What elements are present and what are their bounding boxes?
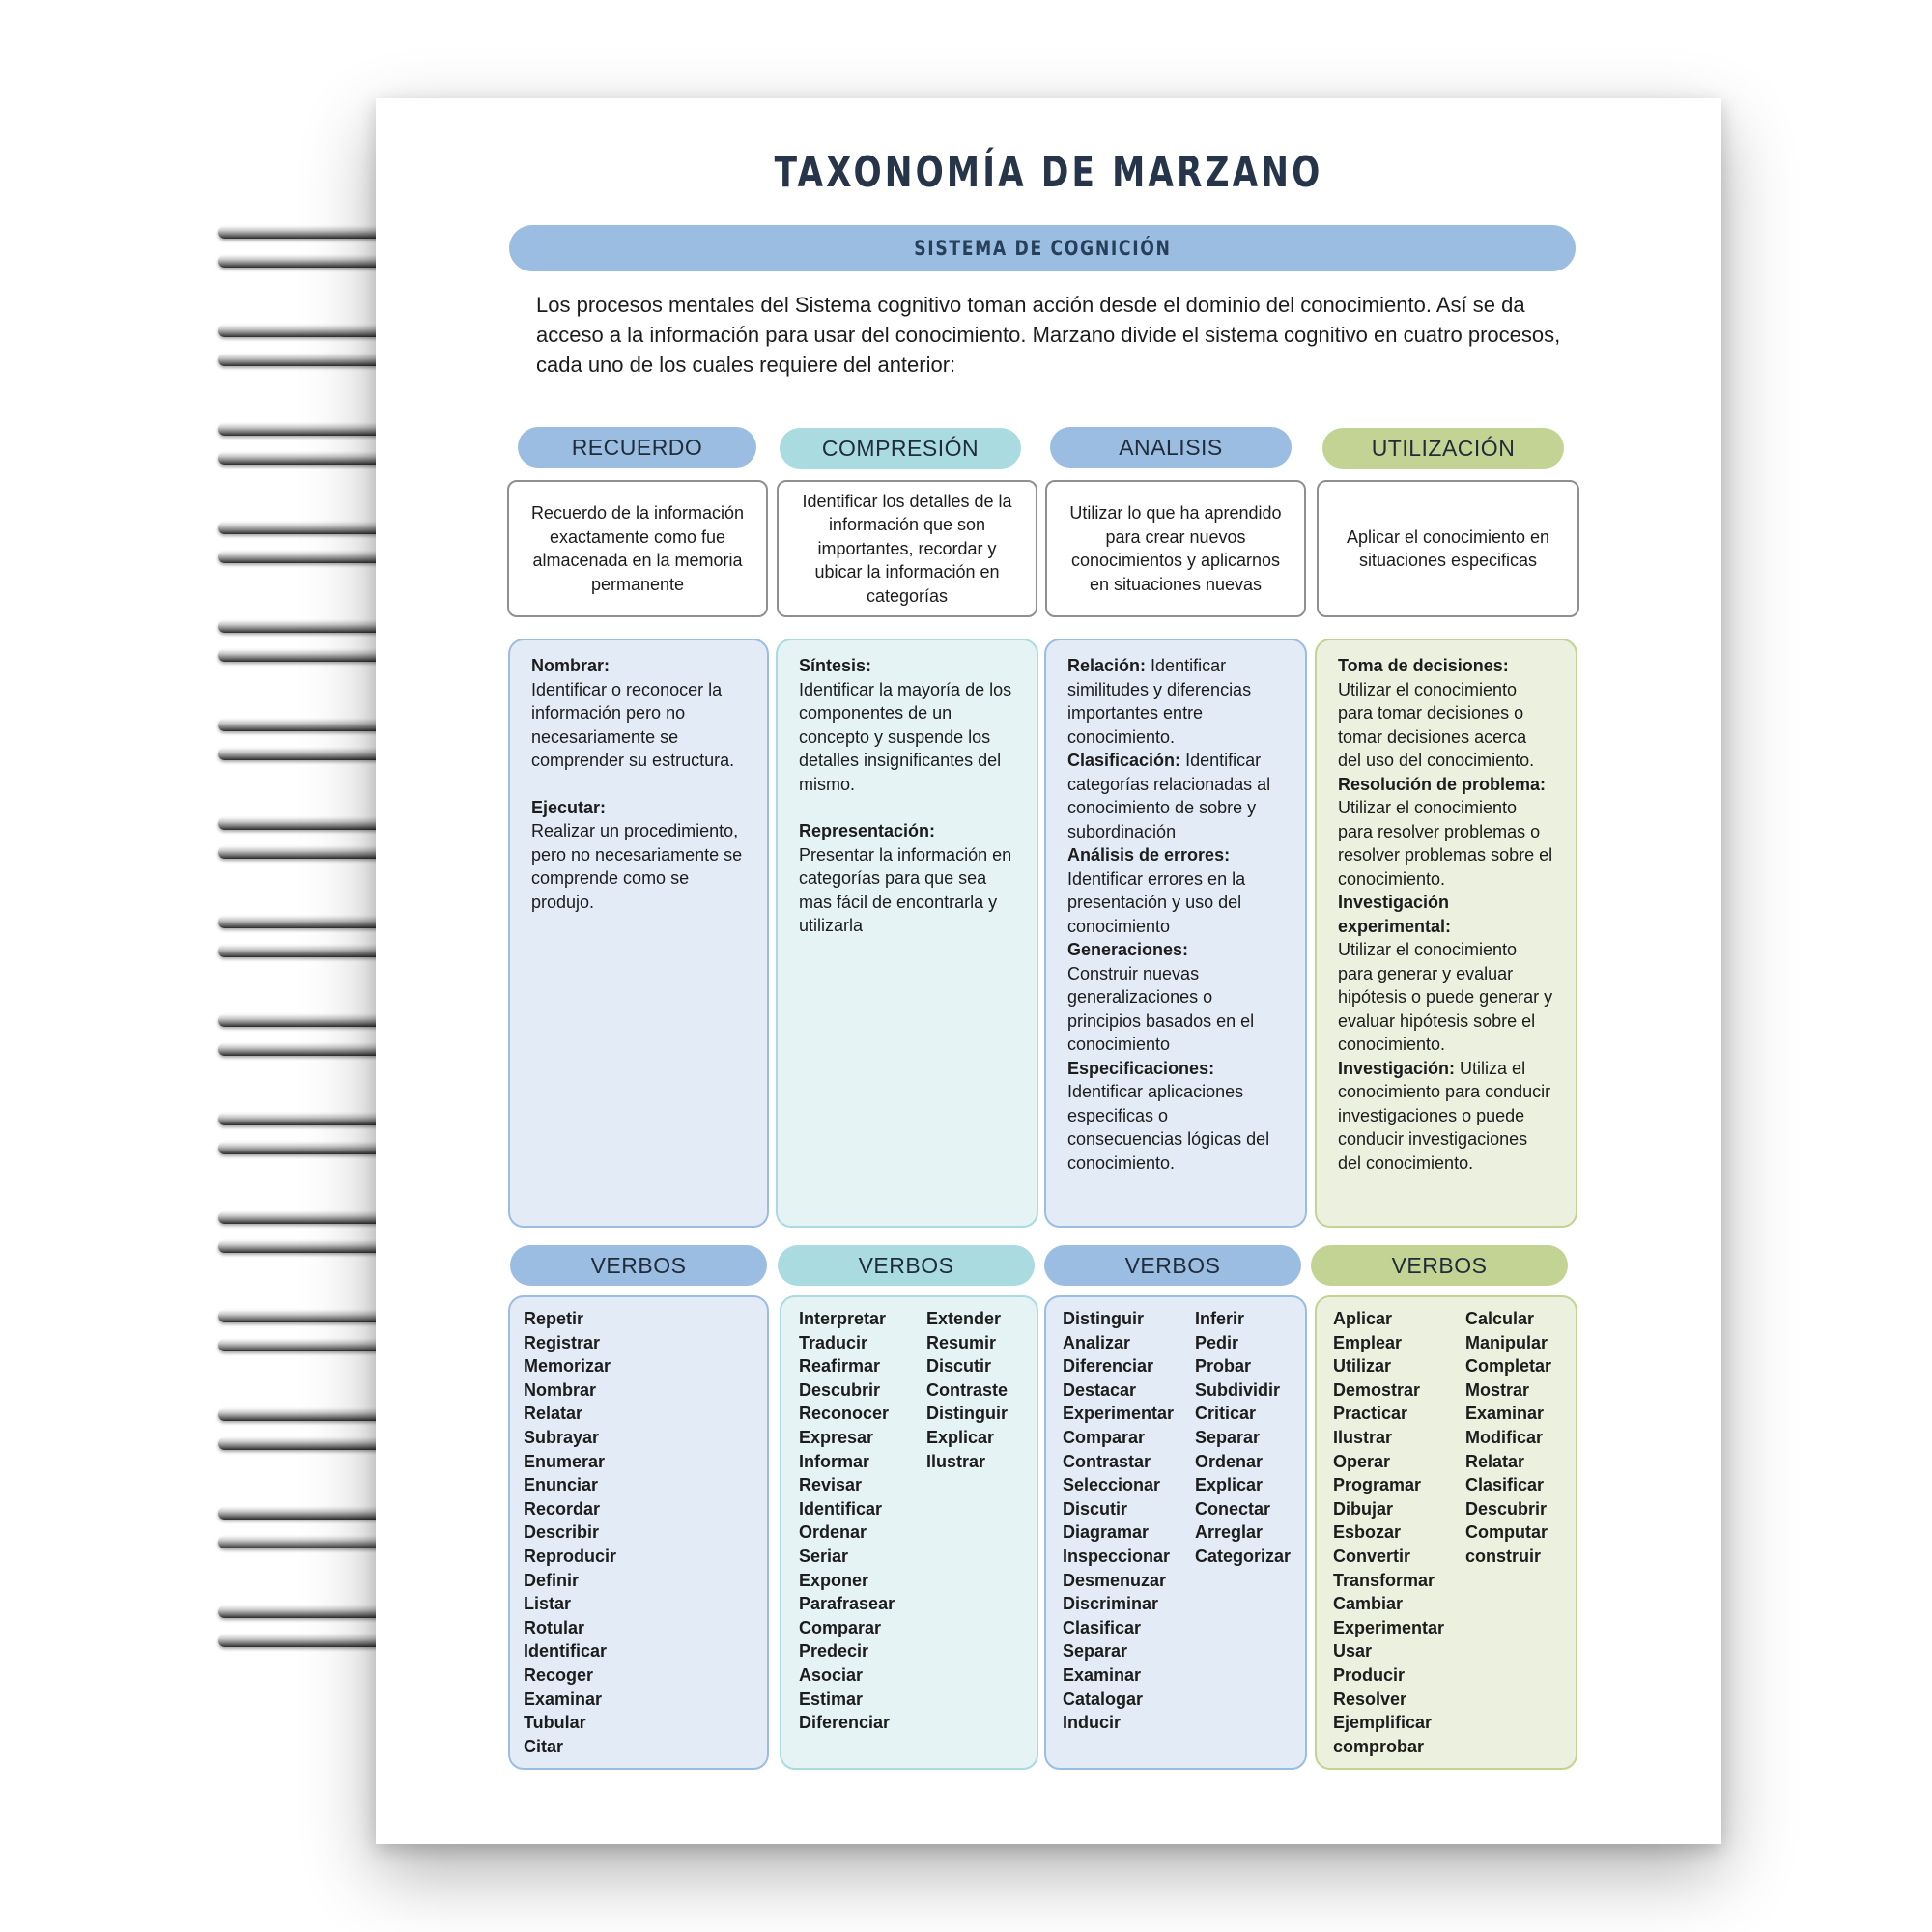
detail-item: [1067, 1057, 1284, 1176]
details-analisis: [1044, 639, 1307, 1228]
verb-item: Parafrasear: [799, 1594, 895, 1614]
verbos-header-compresion: VERBOS: [778, 1245, 1035, 1286]
verb-item: construir: [1465, 1546, 1542, 1566]
verb-item: Operar: [1333, 1451, 1391, 1471]
detail-text: Utiliza el conocimiento para conducir investigaciones o puede conducir investigaciones del conocimiento.: [1338, 1058, 1551, 1173]
details-utilizacion: [1315, 639, 1577, 1228]
detail-text: Presentar la información en categorías para que sea mas fácil de encontrarla y utilizarla: [799, 844, 1012, 935]
details-recuerdo: [508, 639, 769, 1228]
verb-column: [1063, 1307, 1195, 1758]
verb-item: Contrastar: [1063, 1451, 1151, 1471]
verb-item: Destacar: [1063, 1379, 1137, 1400]
description-text: Identificar los detalles de la información que son importantes, recordar y ubicar la información en categorías: [802, 491, 1012, 606]
verb-item: Pedir: [1195, 1332, 1239, 1352]
detail-term: Ejecutar:: [531, 797, 607, 817]
verb-column: [524, 1307, 616, 1758]
detail-item: [531, 796, 746, 915]
verb-item: Aplicar: [1333, 1309, 1393, 1328]
verb-item: Traducir: [799, 1332, 868, 1352]
detail-item: [1338, 891, 1554, 1057]
description-text: Aplicar el conocimiento en situaciones especificas: [1346, 526, 1550, 570]
verb-item: Asociar: [799, 1664, 864, 1685]
header-recuerdo: RECUERDO: [518, 427, 756, 468]
verb-item: Inspeccionar: [1063, 1546, 1171, 1566]
verb-item: Comparar: [799, 1617, 882, 1637]
verb-item: Relatar: [1465, 1451, 1525, 1471]
verb-item: Usar: [1333, 1641, 1373, 1662]
verb-column: [1195, 1307, 1291, 1758]
verb-item: Discriminar: [1063, 1594, 1159, 1614]
verb-item: Completar: [1465, 1356, 1552, 1377]
verb-item: Revisar: [799, 1475, 863, 1495]
verb-item: Interpretar: [799, 1309, 887, 1328]
verb-item: Tubular: [524, 1713, 586, 1733]
verb-item: Subrayar: [524, 1427, 600, 1447]
verb-item: Extender: [926, 1309, 1002, 1328]
verb-item: Expresar: [799, 1427, 874, 1447]
verb-item: Modificar: [1465, 1427, 1544, 1447]
description-analisis: [1045, 480, 1306, 617]
detail-text: Realizar un procedimiento, pero no necesariamente se comprende como se produjo.: [531, 821, 743, 912]
verb-item: Convertir: [1333, 1546, 1411, 1566]
verb-item: Seriar: [799, 1546, 849, 1566]
verb-item: Utilizar: [1333, 1356, 1392, 1377]
detail-term: Análisis de errores:: [1067, 845, 1231, 865]
verb-item: Emplear: [1333, 1332, 1403, 1352]
description-recuerdo: [507, 480, 768, 617]
description-text: Recuerdo de la información exactamente como fue almacenada en la memoria permanente: [530, 503, 745, 594]
verb-item: Producir: [1333, 1664, 1406, 1685]
details-compresion: [776, 639, 1038, 1228]
detail-term: Toma de decisiones:: [1338, 656, 1509, 675]
verbs-compresion: [780, 1295, 1038, 1770]
detail-item: [1067, 654, 1284, 749]
verb-item: Manipular: [1465, 1332, 1548, 1352]
verb-item: Arreglar: [1195, 1522, 1264, 1543]
detail-term: Relación:: [1067, 656, 1147, 675]
detail-text: Identificar o reconocer la información pero no necesariamente se comprender su estructura.: [531, 679, 735, 770]
verb-item: Separar: [1063, 1641, 1128, 1662]
verbs-analisis: [1044, 1295, 1307, 1770]
detail-term: Representación:: [799, 821, 936, 840]
verb-item: Ilustrar: [926, 1451, 986, 1471]
detail-item: [1067, 843, 1284, 938]
section-title: SISTEMA DE COGNICIÓN: [913, 237, 1172, 260]
verb-column: [1333, 1307, 1465, 1758]
verb-item: Seleccionar: [1063, 1475, 1161, 1495]
verb-item: Discutir: [926, 1356, 992, 1377]
verb-item: Analizar: [1063, 1332, 1131, 1352]
detail-item: [531, 654, 746, 773]
verb-item: Distinguir: [1063, 1309, 1144, 1328]
verbos-header-utilizacion: VERBOS: [1311, 1245, 1568, 1286]
verb-item: Demostrar: [1333, 1379, 1421, 1400]
verb-item: Distinguir: [926, 1404, 1008, 1424]
detail-text: Identificar aplicaciones especificas o consecuencias lógicas del conocimiento.: [1067, 1082, 1270, 1173]
verb-item: Practicar: [1333, 1404, 1408, 1424]
verb-item: Definir: [524, 1570, 580, 1590]
detail-term: Generaciones:: [1067, 940, 1189, 959]
verb-item: Cambiar: [1333, 1594, 1404, 1614]
detail-term: Nombrar:: [531, 656, 611, 675]
verbs-utilizacion: [1315, 1295, 1577, 1770]
verb-item: Resolver: [1333, 1689, 1407, 1709]
verb-item: Calcular: [1465, 1309, 1535, 1328]
verb-item: Predecir: [799, 1641, 869, 1662]
verb-item: Comparar: [1063, 1427, 1146, 1447]
verb-item: Ordenar: [1195, 1451, 1264, 1471]
verb-item: Citar: [524, 1736, 564, 1756]
verb-column: [926, 1307, 1008, 1758]
notebook-page: [376, 98, 1721, 1844]
header-compresion: COMPRESIÓN: [780, 428, 1021, 469]
detail-text: Utilizar el conocimiento para generar y evaluar hipótesis o puede generar y evaluar hipótesis sobre el conocimiento.: [1338, 940, 1553, 1054]
verb-item: Identificar: [524, 1641, 608, 1662]
verb-item: Listar: [524, 1594, 572, 1614]
detail-term: Clasificación:: [1067, 751, 1181, 770]
verb-item: Transformar: [1333, 1570, 1435, 1590]
detail-term: Investigación experimental:: [1338, 893, 1452, 936]
detail-item: [1338, 1057, 1554, 1176]
verb-item: Computar: [1465, 1522, 1548, 1543]
verb-item: Contraste: [926, 1379, 1009, 1400]
verb-item: Inferir: [1195, 1309, 1245, 1328]
verb-item: Descubrir: [799, 1379, 881, 1400]
verb-item: Exponer: [799, 1570, 869, 1590]
verb-item: Examinar: [524, 1689, 603, 1709]
verb-item: Separar: [1195, 1427, 1261, 1447]
detail-text: Utilizar el conocimiento para resolver problemas o resolver problemas sobre el conocimiento.: [1338, 798, 1553, 889]
verb-item: Resumir: [926, 1332, 997, 1352]
detail-text: Identificar similitudes y diferencias importantes entre conocimiento.: [1067, 656, 1252, 747]
verb-item: Identificar: [799, 1498, 883, 1519]
detail-item: [799, 654, 1015, 796]
header-utilizacion: UTILIZACIÓN: [1322, 428, 1564, 469]
verbos-header-recuerdo: VERBOS: [510, 1245, 767, 1286]
detail-item: [1067, 938, 1284, 1057]
verb-item: Clasificar: [1063, 1617, 1142, 1637]
detail-term: Resolución de problema:: [1338, 774, 1547, 794]
verb-item: Estimar: [799, 1689, 864, 1709]
verbos-header-analisis: VERBOS: [1044, 1245, 1301, 1286]
detail-term: Investigación:: [1338, 1058, 1456, 1078]
verb-item: Ordenar: [799, 1522, 867, 1543]
verb-item: Programar: [1333, 1475, 1422, 1495]
verb-item: Ilustrar: [1333, 1427, 1393, 1447]
verb-item: Reconocer: [799, 1404, 890, 1424]
detail-text: Identificar errores en la presentación y uso del conocimiento: [1067, 868, 1246, 936]
description-utilizacion: [1317, 480, 1579, 617]
detail-text: Identificar la mayoría de los componentes de un concepto y suspende los detalles insignificantes del mismo.: [799, 679, 1012, 794]
header-analisis: ANALISIS: [1050, 427, 1292, 468]
detail-text: Identificar categorías relacionadas al conocimiento de sobre y subordinación: [1067, 751, 1271, 841]
verb-item: Reafirmar: [799, 1356, 881, 1377]
verb-item: Ejemplificar: [1333, 1713, 1433, 1733]
verb-item: Enumerar: [524, 1451, 606, 1471]
verb-item: Recoger: [524, 1664, 594, 1685]
verb-item: Memorizar: [524, 1356, 611, 1377]
description-compresion: [777, 480, 1037, 617]
verb-item: Probar: [1195, 1356, 1252, 1377]
verb-item: Repetir: [524, 1309, 584, 1328]
verb-item: Conectar: [1195, 1498, 1271, 1519]
detail-term: Especificaciones:: [1067, 1058, 1215, 1078]
verb-item: Clasificar: [1465, 1475, 1545, 1495]
detail-item: [1067, 749, 1284, 843]
verb-item: Registrar: [524, 1332, 601, 1352]
detail-text: Utilizar el conocimiento para tomar decisiones o tomar decisiones acerca del uso del conocimiento.: [1338, 679, 1535, 770]
detail-term: Síntesis:: [799, 656, 872, 675]
verb-item: comprobar: [1333, 1736, 1425, 1756]
intro-paragraph: Los procesos mentales del Sistema cognitivo toman acción desde el dominio del conocimiento. Así se da acceso a la información para usar del conocimiento. Marzano divide el sistema cognitivo en cuatro procesos, cada uno de los cuales requiere del anterior:: [536, 293, 1561, 377]
verb-item: Recordar: [524, 1498, 601, 1519]
verb-item: Inducir: [1063, 1713, 1122, 1733]
verb-item: Reproducir: [524, 1546, 617, 1566]
verb-item: Catalogar: [1063, 1689, 1144, 1709]
verbs-recuerdo: [508, 1295, 769, 1770]
detail-item: [799, 819, 1015, 938]
verb-item: Examinar: [1063, 1664, 1142, 1685]
verb-item: Explicar: [1195, 1475, 1264, 1495]
verb-item: Describir: [524, 1522, 600, 1543]
section-banner: [509, 225, 1576, 271]
detail-item: [1338, 654, 1554, 773]
verb-column: [799, 1307, 926, 1758]
verb-item: Diferenciar: [1063, 1356, 1154, 1377]
verb-item: Relatar: [524, 1404, 583, 1424]
verb-item: Experimentar: [1063, 1404, 1175, 1424]
verb-item: Diferenciar: [799, 1713, 891, 1733]
verb-item: Explicar: [926, 1427, 995, 1447]
detail-item: [1338, 773, 1554, 892]
verb-item: Experimentar: [1333, 1617, 1445, 1637]
verb-item: Esbozar: [1333, 1522, 1402, 1543]
verb-item: Mostrar: [1465, 1379, 1530, 1400]
verb-item: Discutir: [1063, 1498, 1128, 1519]
verb-item: Examinar: [1465, 1404, 1545, 1424]
verb-item: Subdividir: [1195, 1379, 1281, 1400]
verb-item: Descubrir: [1465, 1498, 1548, 1519]
detail-text: Construir nuevas generalizaciones o principios basados en el conocimiento: [1067, 963, 1255, 1054]
verb-item: Criticar: [1195, 1404, 1257, 1424]
verb-item: Rotular: [524, 1617, 584, 1637]
verb-item: Diagramar: [1063, 1522, 1150, 1543]
verb-column: [1465, 1307, 1551, 1758]
page-title: TAXONOMÍA DE MARZANO: [774, 148, 1323, 197]
verb-item: Dibujar: [1333, 1498, 1394, 1519]
description-text: Utilizar lo que ha aprendido para crear nuevos conocimientos y aplicarnos en situaciones nuevas: [1069, 503, 1282, 594]
verb-item: Informar: [799, 1451, 870, 1471]
verb-item: Enunciar: [524, 1475, 599, 1495]
verb-item: Desmenuzar: [1063, 1570, 1167, 1590]
verb-item: Categorizar: [1195, 1546, 1292, 1566]
verb-item: Nombrar: [524, 1379, 597, 1400]
